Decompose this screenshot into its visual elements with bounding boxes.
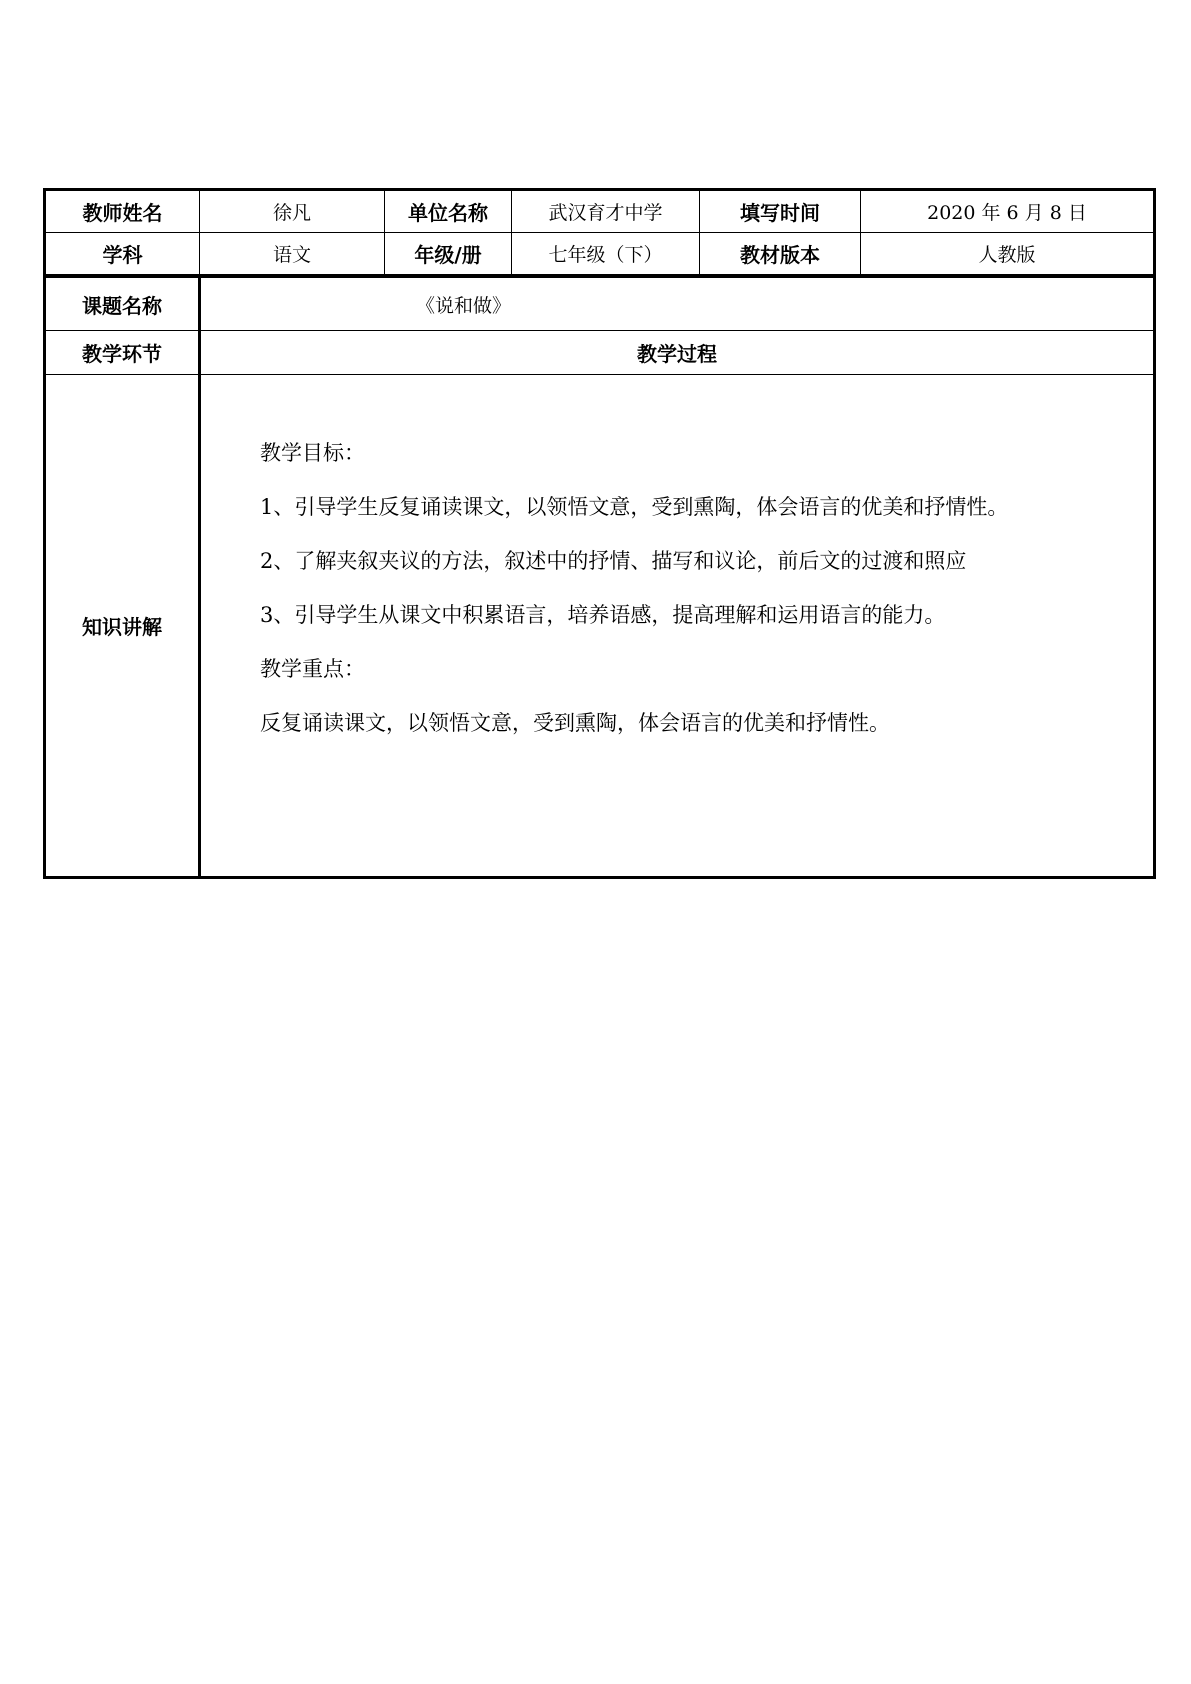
knowledge-section-label: 知识讲解 bbox=[45, 375, 200, 878]
step-row bbox=[45, 331, 1155, 375]
goal-item-3: 3、引导学生从课文中积累语言，培养语感，提高理解和运用语言的能力。 bbox=[260, 603, 946, 627]
key-points-heading: 教学重点： bbox=[260, 657, 365, 681]
lesson-content-table bbox=[43, 275, 1156, 879]
knowledge-content bbox=[200, 375, 1155, 878]
edition-value: 人教版 bbox=[861, 233, 1155, 275]
edition-label: 教材版本 bbox=[700, 233, 861, 275]
grade-label: 年级/册 bbox=[385, 233, 512, 275]
knowledge-row bbox=[45, 375, 1155, 878]
teaching-step-label: 教学环节 bbox=[45, 331, 200, 375]
teaching-process-label: 教学过程 bbox=[200, 331, 1155, 375]
grade-value: 七年级（下） bbox=[512, 233, 700, 275]
unit-name-value: 武汉育才中学 bbox=[512, 190, 700, 233]
fill-date-value: 2020 年 6 月 8 日 bbox=[861, 190, 1155, 233]
subject-value: 语文 bbox=[200, 233, 385, 275]
teacher-info-table bbox=[43, 188, 1156, 275]
info-row-1 bbox=[45, 190, 1155, 233]
info-row-2 bbox=[45, 233, 1155, 275]
goal-item-1: 1、引导学生反复诵读课文，以领悟文意，受到熏陶，体会语言的优美和抒情性。 bbox=[260, 495, 1009, 519]
topic-label: 课题名称 bbox=[45, 277, 200, 331]
subject-label: 学科 bbox=[45, 233, 200, 275]
key-point-text: 反复诵读课文，以领悟文意，受到熏陶，体会语言的优美和抒情性。 bbox=[260, 711, 890, 735]
topic-row bbox=[45, 277, 1155, 331]
teacher-name-label: 教师姓名 bbox=[45, 190, 200, 233]
teacher-name-value: 徐凡 bbox=[200, 190, 385, 233]
topic-value: 《说和做》 bbox=[200, 277, 1155, 331]
goal-item-2: 2、了解夹叙夹议的方法，叙述中的抒情、描写和议论，前后文的过渡和照应 bbox=[260, 549, 967, 573]
goals-heading: 教学目标： bbox=[260, 441, 365, 465]
fill-date-label: 填写时间 bbox=[700, 190, 861, 233]
unit-name-label: 单位名称 bbox=[385, 190, 512, 233]
lesson-plan-sheet bbox=[43, 188, 1153, 879]
